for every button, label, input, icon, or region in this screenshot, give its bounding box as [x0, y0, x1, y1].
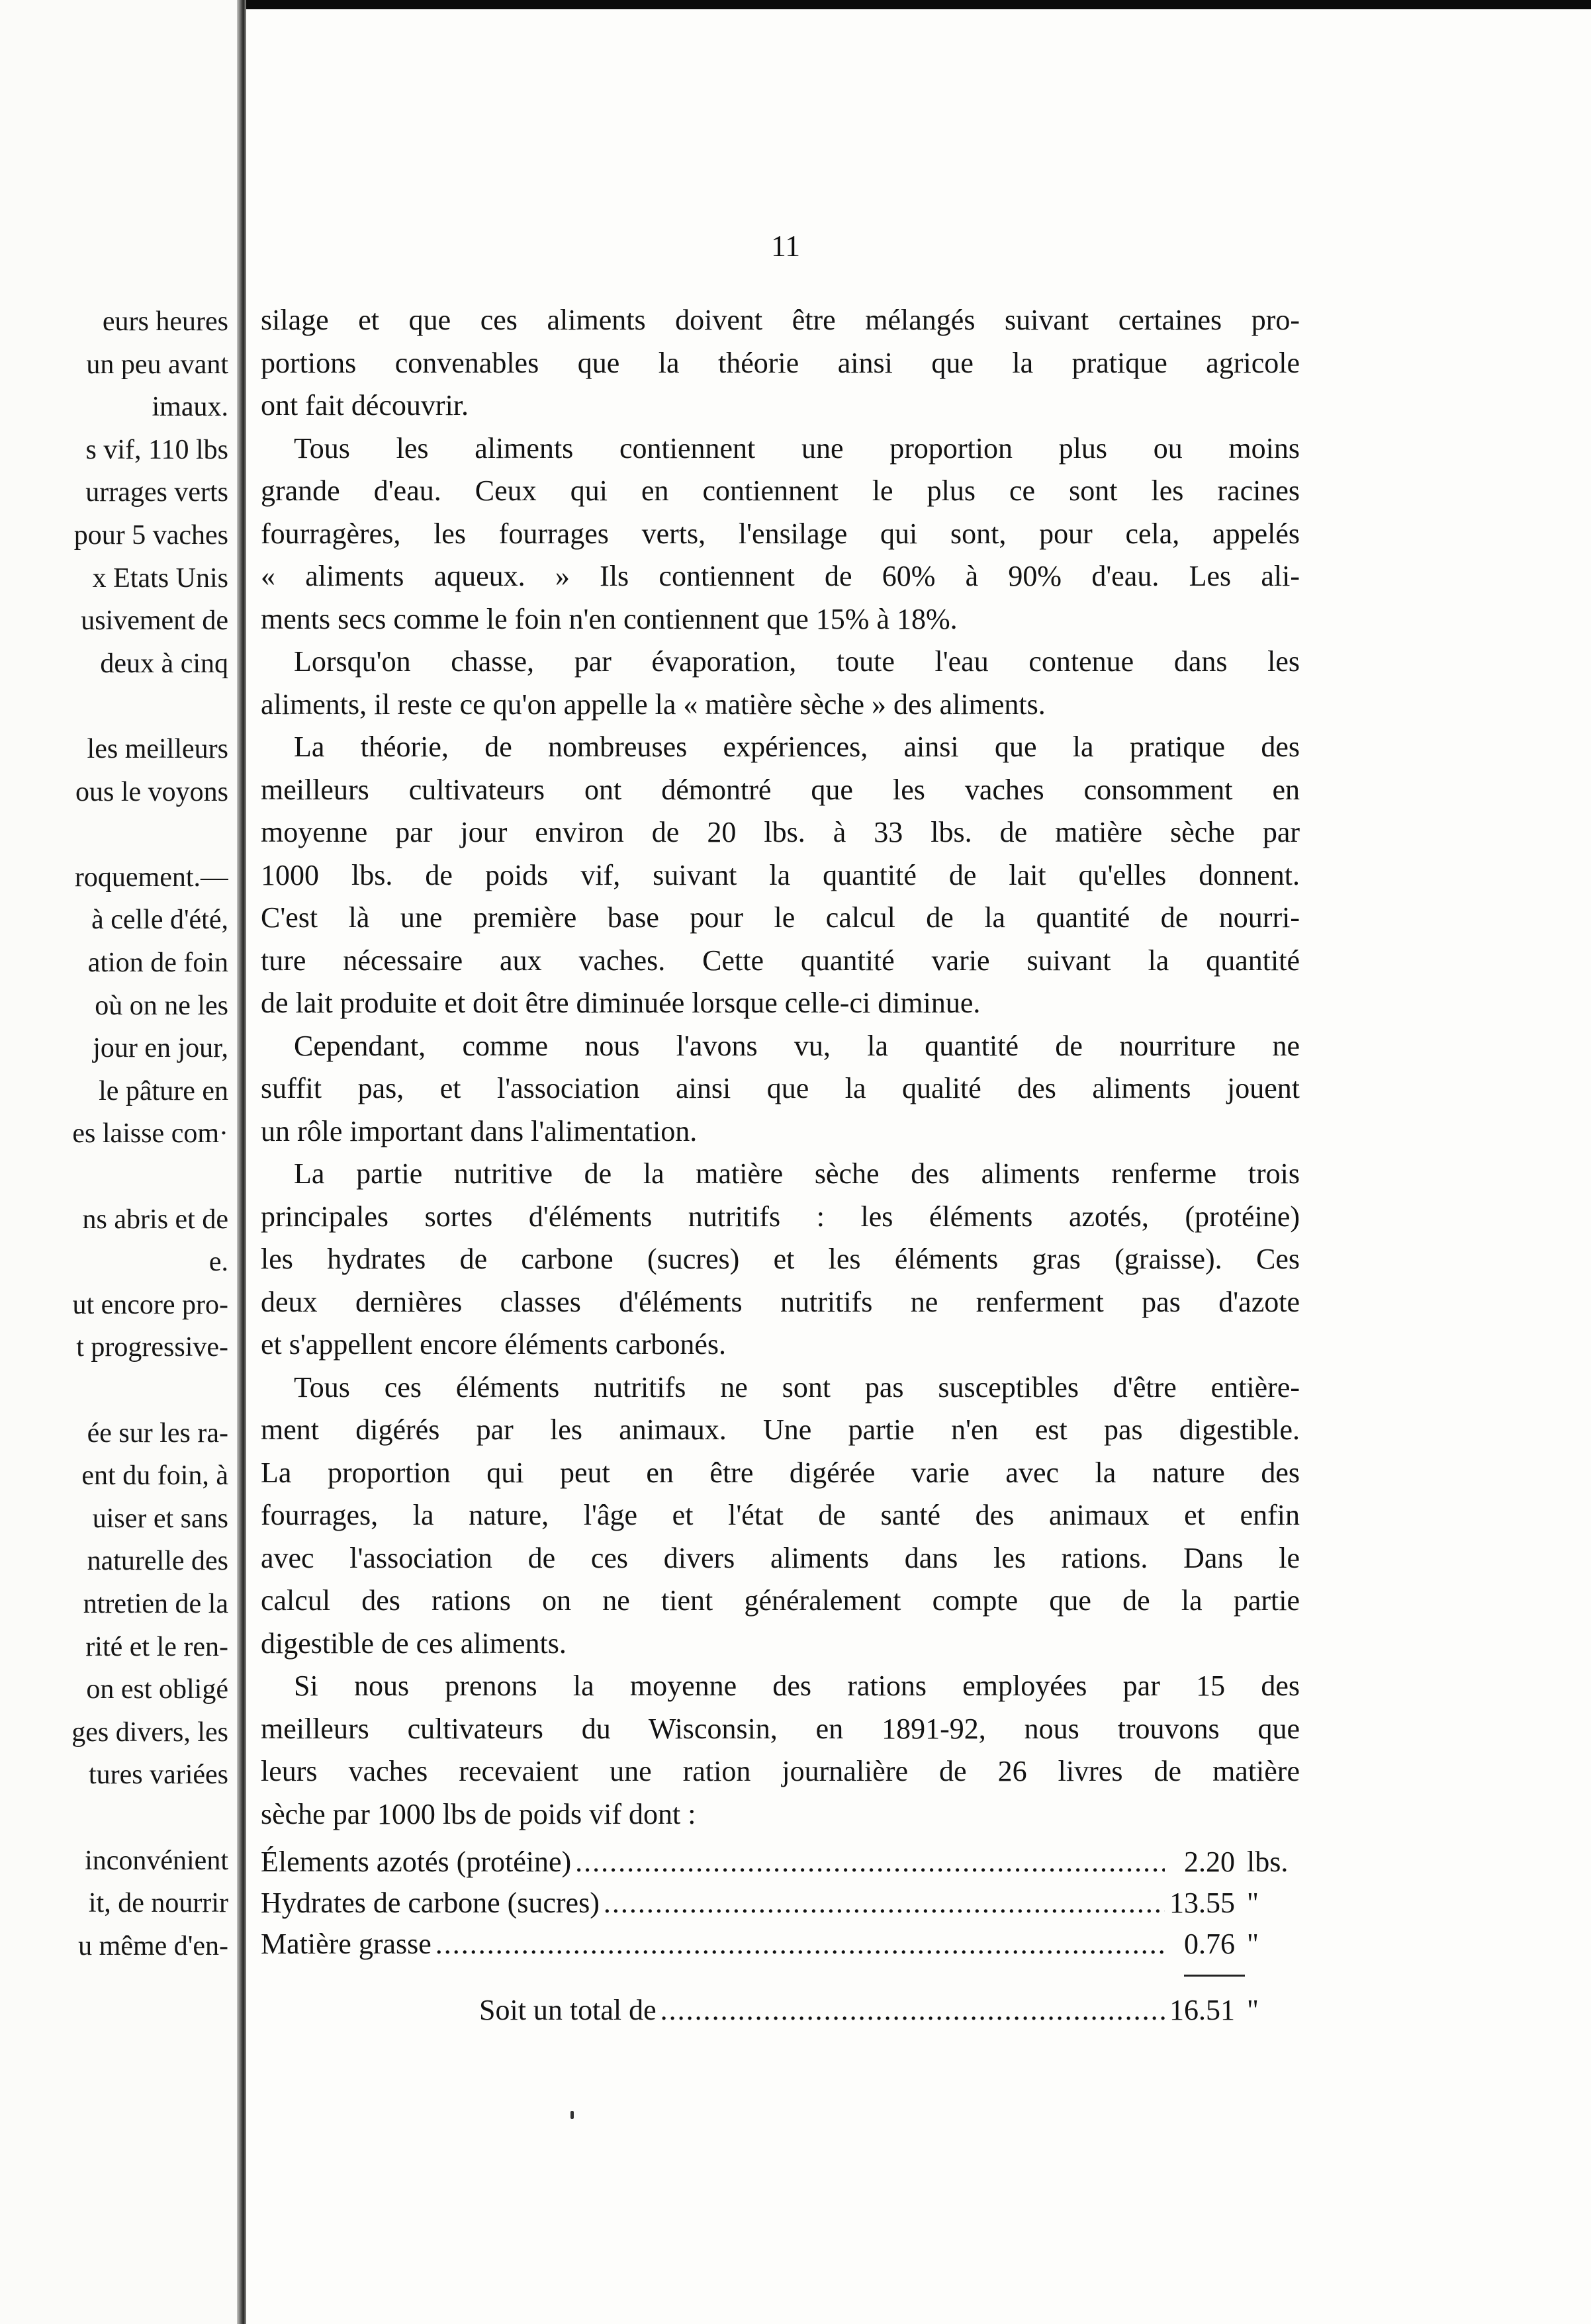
print-speck: [570, 2111, 574, 2119]
paragraph: [261, 299, 1300, 427]
left-page-fragment: [0, 0, 238, 2324]
left-text-fragment: ut encore pro-: [72, 1289, 228, 1320]
text-line: Si nous prenons la moyenne des rations employées par 15 des: [294, 1670, 1300, 1702]
left-text-fragment: on est obligé: [86, 1674, 228, 1705]
left-text-fragment: le pâture en: [99, 1075, 228, 1106]
text-line: C'est là une première base pour le calcul de la quantité de nourri-: [261, 901, 1300, 934]
text-line: Tous ces éléments nutritifs ne sont pas susceptibles d'être entière-: [294, 1370, 1300, 1404]
left-text-fragment: uiser et sans: [92, 1503, 228, 1534]
left-text-fragment: deux à cinq: [100, 648, 228, 679]
left-text-fragment: e.: [208, 1247, 228, 1278]
left-text-fragment: it, de nourrir: [88, 1888, 228, 1919]
leader-dots: [660, 1993, 1165, 2027]
left-text-fragment: s vif, 110 lbs: [85, 434, 228, 465]
left-text-fragment: ous le voyons: [75, 776, 228, 807]
row-label: Matière grasse: [261, 1928, 432, 1960]
text-line: Cependant, comme nous l'avons vu, la quantité de nourriture ne: [294, 1029, 1300, 1062]
table-row: [261, 1886, 1293, 1927]
table-row: [261, 1927, 1293, 1968]
text-line: La proportion qui peut en être digérée varie avec la nature des: [261, 1456, 1300, 1489]
paragraph: [261, 1153, 1300, 1366]
text-line: digestible de ces aliments.: [261, 1627, 567, 1660]
left-text-fragment: ation de foin: [87, 948, 228, 978]
text-line: calcul des rations on ne tient généralement compte que de la partie: [261, 1584, 1300, 1617]
left-text-fragment: inconvénient: [85, 1845, 228, 1876]
left-text-fragment: à celle d'été,: [91, 905, 228, 936]
left-text-fragment: un peu avant: [86, 349, 228, 380]
paragraph: [261, 1366, 1300, 1666]
left-text-fragment: où on ne les: [95, 990, 228, 1021]
left-text-fragment: ntretien de la: [83, 1589, 228, 1619]
total-row: [479, 1993, 1293, 2034]
text-line: moyenne par jour environ de 20 lbs. à 33 lbs. de matière sèche par: [261, 816, 1300, 848]
text-line: « aliments aqueux. » Ils contiennent de 60% à 90% d'eau. Les ali-: [261, 560, 1300, 592]
left-text-fragment: urrages verts: [85, 477, 228, 508]
left-text-fragment: t progressive-: [76, 1332, 228, 1363]
left-text-fragment: ent du foin, à: [81, 1460, 228, 1492]
row-unit: lbs.: [1247, 1846, 1289, 1878]
text-line: ments secs comme le foin n'en contiennent que 15% à 18%.: [261, 602, 958, 635]
row-unit: ": [1247, 1928, 1259, 1960]
text-line: ment digérés par les animaux. Une partie n'en est pas digestible.: [261, 1413, 1300, 1446]
text-line: de lait produite et doit être diminuée lorsque celle-ci diminue.: [261, 987, 981, 1019]
text-line: fourragères, les fourrages verts, l'ensilage qui sont, pour cela, appelés: [261, 517, 1300, 550]
text-line: suffit pas, et l'association ainsi que la qualité des aliments jouent: [261, 1072, 1300, 1104]
sum-rule: [1184, 1975, 1245, 1977]
nutrient-table: [261, 1845, 1293, 2026]
row-value: 13.55: [1169, 1887, 1235, 1919]
book-gutter: [237, 0, 246, 2324]
paragraph: [261, 1665, 1300, 1836]
text-line: sèche par 1000 lbs de poids vif dont :: [261, 1797, 696, 1830]
left-text-fragment: x Etats Unis: [92, 562, 228, 594]
text-line: et s'appellent encore éléments carbonés.: [261, 1328, 727, 1361]
text-line: deux dernières classes d'éléments nutritifs ne renferment pas d'azote: [261, 1285, 1300, 1318]
left-text-fragment: ges divers, les: [71, 1717, 228, 1748]
left-text-fragment: roquement.—: [74, 862, 228, 893]
left-text-fragment: imaux.: [152, 392, 228, 423]
top-border: [246, 0, 1591, 9]
text-line: silage et que ces aliments doivent être mélangés suivant certaines pro-: [261, 304, 1300, 336]
text-line: portions convenables que la théorie ainsi que la pratique agricole: [261, 346, 1300, 379]
left-text-fragment: tures variées: [88, 1760, 228, 1791]
text-line: les hydrates de carbone (sucres) et les éléments gras (graisse). Ces: [261, 1243, 1300, 1275]
text-line: ont fait découvrir.: [261, 389, 469, 422]
leader-dots: [604, 1886, 1165, 1920]
text-line: Lorsqu'on chasse, par évaporation, toute l'eau contenue dans les: [294, 645, 1300, 678]
text-line: La théorie, de nombreuses expériences, ainsi que la pratique des: [294, 731, 1300, 763]
text-line: La partie nutritive de la matière sèche des aliments renferme trois: [294, 1157, 1300, 1190]
table-row: [261, 1845, 1293, 1886]
row-label: Élements azotés (protéine): [261, 1846, 572, 1878]
left-text-fragment: pour 5 vaches: [73, 520, 228, 551]
left-text-fragment: ns abris et de: [82, 1204, 228, 1235]
text-line: meilleurs cultivateurs ont démontré que les vaches consomment en: [261, 773, 1300, 806]
left-text-fragment: les meilleurs: [87, 734, 228, 764]
text-line: principales sortes d'éléments nutritifs : les éléments azotés, (protéine): [261, 1200, 1300, 1233]
left-text-fragment: rité et le ren-: [85, 1631, 228, 1662]
left-text-fragment: eurs heures: [102, 306, 228, 337]
body-text: [261, 299, 1300, 1836]
page-number: 11: [770, 229, 801, 263]
row-value: 0.76: [1184, 1928, 1235, 1960]
text-line: ture nécessaire aux vaches. Cette quantité varie suivant la quantité: [261, 944, 1300, 977]
left-text-fragment: u même d'en-: [78, 1930, 228, 1961]
text-line: Tous les aliments contiennent une proportion plus ou moins: [294, 431, 1300, 465]
left-text-fragment: jour en jour,: [93, 1033, 228, 1064]
text-line: grande d'eau. Ceux qui en contiennent le plus ce sont les racines: [261, 474, 1300, 507]
text-line: avec l'association de ces divers aliments dans les rations. Dans le: [261, 1541, 1300, 1574]
leader-dots: [575, 1845, 1165, 1879]
text-line: 1000 lbs. de poids vif, suivant la quantité de lait qu'elles donnent.: [261, 858, 1300, 891]
text-line: fourrages, la nature, l'âge et l'état de santé des animaux et enfin: [261, 1499, 1300, 1531]
text-line: un rôle important dans l'alimentation.: [261, 1114, 698, 1147]
left-text-fragment: es laisse com·: [72, 1118, 228, 1149]
paragraph: [261, 427, 1300, 641]
left-text-fragment: usivement de: [81, 605, 228, 637]
paragraph: [261, 641, 1300, 726]
paragraph: [261, 726, 1300, 1025]
paragraph: [261, 1025, 1300, 1153]
left-text-fragment: ée sur les ra-: [87, 1417, 228, 1449]
total-value: 16.51: [1169, 1994, 1235, 2026]
left-text-fragment: naturelle des: [87, 1546, 228, 1577]
total-label: Soit un total de: [479, 1994, 657, 2026]
text-line: aliments, il reste ce qu'on appelle la « matière sèche » des aliments.: [261, 688, 1046, 721]
total-unit: ": [1247, 1994, 1259, 2026]
text-line: meilleurs cultivateurs du Wisconsin, en 1891-92, nous trouvons que: [261, 1712, 1300, 1745]
leader-dots: [435, 1927, 1165, 1961]
row-value: 2.20: [1184, 1846, 1235, 1878]
row-unit: ": [1247, 1887, 1259, 1919]
right-page: [246, 0, 1591, 2324]
row-label: Hydrates de carbone (sucres): [261, 1887, 600, 1919]
text-line: leurs vaches recevaient une ration journalière de 26 livres de matière: [261, 1755, 1300, 1787]
